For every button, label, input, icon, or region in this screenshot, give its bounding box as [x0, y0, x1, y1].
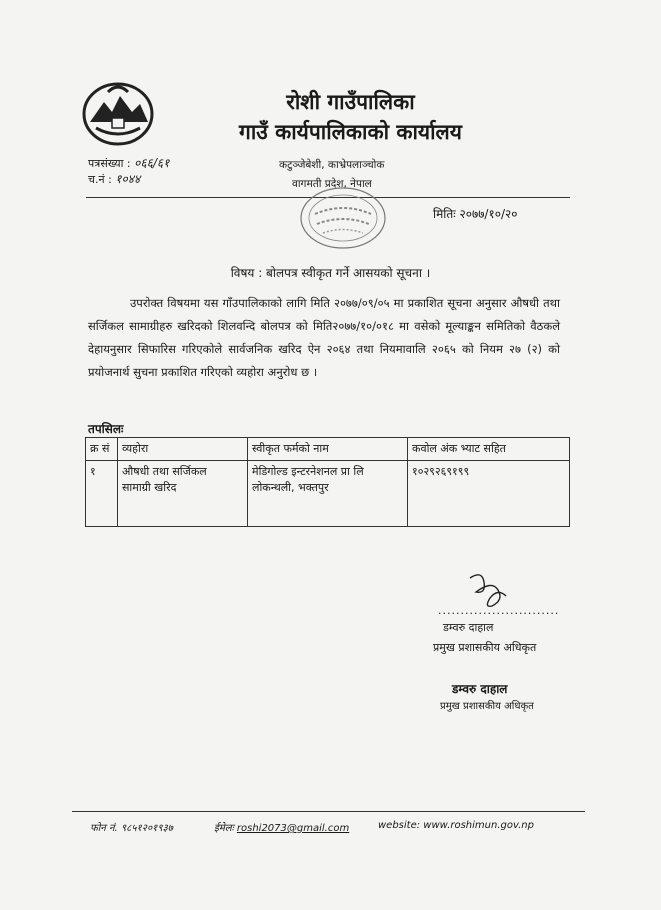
- title-stamp: प्रमुख प्रशासकीय अधिकृत: [440, 701, 534, 712]
- org-office: गाउँ कार्यपालिकाको कार्यालय: [239, 120, 462, 144]
- footer-website: [378, 820, 534, 831]
- schedule-table: [85, 437, 570, 527]
- cell-description-line-1: औषधी तथा सर्जिकल: [122, 465, 207, 478]
- cell-firm-line-1: मेडिगोल्ड इन्टरनेशनल प्रा लि: [252, 465, 364, 478]
- dispatch-number-value: १०४४: [115, 172, 141, 186]
- cell-sn: १: [86, 461, 118, 527]
- letter-date: मितिः २०७७/१०/२०: [433, 207, 518, 221]
- header-sn: क्र सं: [86, 438, 118, 461]
- footer-email: [214, 820, 349, 834]
- name-stamp: डम्वरु दाहाल: [452, 682, 508, 696]
- subject-line: विषय : बोलपत्र स्वीकृत गर्ने आसयको सूचना ।: [230, 266, 431, 280]
- email-label: ईमेलः: [214, 823, 234, 834]
- dispatch-number: [88, 170, 140, 187]
- dispatch-number-label: च.नं :: [88, 173, 112, 186]
- letter-number: [88, 154, 169, 171]
- org-name: रोशी गाउँपालिका: [286, 90, 415, 114]
- header-description: व्यहोरा: [118, 438, 248, 461]
- phone-value: ९८५१२०१९३७: [120, 823, 173, 834]
- letter-number-value: ०६६/६१: [134, 156, 170, 170]
- address-line-2: वागमती प्रदेश, नेपाल: [292, 178, 372, 190]
- cell-description: [118, 461, 248, 527]
- cell-description-line-2: सामाग्री खरिद: [122, 481, 177, 494]
- body-paragraph: [88, 292, 560, 384]
- signatory-name: डम्वरु दाहाल: [443, 621, 494, 634]
- body-paragraph-text: उपरोक्त विषयमा यस गाँउपालिकाको लागि मिति २०७७/०९/०५ मा प्रकाशित सूचना अनुसार औषधी तथा सर्जिकल सामाग्रीहरु खरिदको शिलवन्दि बोलपत्र को मिति२०७७/१०/०१८ मा वसेको मूल्याङ्कन समितिको वैठकले देहायनुसार सिफारिस गरिएकोले सार्वजनिक खरिद ऐन २०६४ तथा नियमावालि २०६५ को नियम २७ (२) को प्रयोजनार्थ सुचना प्रकाशित गरिएको व्यहोरा अनुरोध छ ।: [88, 296, 560, 379]
- address-line-1: कटुञ्जेबेशी, काभ्रेपलाञ्चोक: [279, 159, 385, 171]
- signatory-title: प्रमुख प्रशासकीय अधिकृत: [433, 641, 537, 654]
- signature-line: ...........................: [438, 604, 560, 617]
- header-amount: कवोल अंक भ्याट सहित: [408, 438, 570, 461]
- table-row: [86, 461, 570, 527]
- office-seal-icon: [297, 184, 389, 252]
- cell-firm-line-2: लोकन्थली, भक्तपुर: [252, 481, 329, 494]
- website-label: website:: [378, 820, 421, 831]
- phone-label: फोन नं.: [90, 823, 118, 834]
- letter-number-label: पत्रसंख्या :: [88, 157, 131, 170]
- table-header-row: [86, 438, 570, 461]
- schedule-title: तपसिलः: [88, 422, 124, 436]
- footer-divider: [72, 811, 585, 812]
- email-link[interactable]: roshi2073@gmail.com: [236, 823, 350, 834]
- website-link[interactable]: www.roshimun.gov.np: [423, 820, 534, 831]
- footer-phone: [90, 820, 173, 834]
- cell-firm: [248, 461, 408, 527]
- cell-amount: १०२९२६९१९९: [408, 461, 570, 527]
- header-firm: स्वीकृत फर्मको नाम: [248, 438, 408, 461]
